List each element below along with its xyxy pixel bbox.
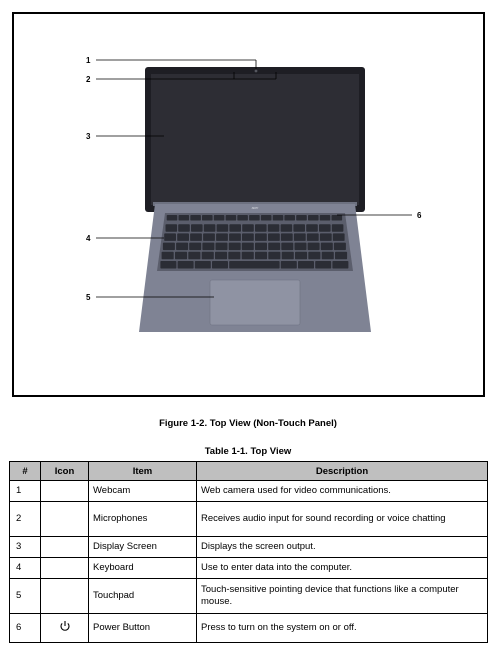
callout-3: 3 [86, 132, 91, 141]
keyboard-key [298, 261, 314, 269]
keyboard-key [282, 252, 294, 259]
keyboard-key [203, 233, 215, 241]
keyboard-key [242, 224, 254, 232]
top-view-table [9, 461, 488, 643]
keyboard-key [191, 224, 203, 232]
keyboard-key [217, 224, 229, 232]
row-description: Touch-sensitive pointing device that functions like a computer mouse. [197, 579, 488, 614]
keyboard-key [308, 215, 319, 221]
keyboard-key [190, 233, 202, 241]
row-num: 5 [10, 579, 41, 614]
row-item: Microphones [89, 502, 197, 537]
keyboard-key [229, 224, 241, 232]
row-icon [41, 558, 89, 579]
keyboard-key [335, 252, 347, 259]
row-icon [41, 579, 89, 614]
keyboard-key [178, 261, 194, 269]
keyboard-key [255, 224, 267, 232]
keyboard-key [273, 215, 284, 221]
row-num: 2 [10, 502, 41, 537]
keyboard-key [295, 252, 307, 259]
keyboard-key [308, 243, 320, 251]
keyboard-key [319, 224, 331, 232]
keyboard-key [320, 215, 331, 221]
row-num: 1 [10, 481, 41, 502]
table-header-row [10, 462, 488, 481]
keyboard-key [189, 243, 201, 251]
keyboard-key [160, 261, 176, 269]
keyboard-key [268, 224, 280, 232]
row-item: Touchpad [89, 579, 197, 614]
webcam-icon [255, 70, 258, 73]
keyboard-key [295, 243, 307, 251]
logo: acer [251, 206, 259, 210]
keyboard-key [307, 233, 319, 241]
row-description: Displays the screen output. [197, 537, 488, 558]
keyboard-key [242, 233, 254, 241]
keyboard-key [268, 243, 280, 251]
keyboard-key [268, 252, 280, 259]
header-num: # [10, 462, 41, 481]
keyboard-key [332, 261, 348, 269]
keyboard-key [228, 252, 240, 259]
row-description: Receives audio input for sound recording or voice chatting [197, 502, 488, 537]
table-row [10, 537, 488, 558]
row-icon [41, 481, 89, 502]
keyboard-key [296, 215, 307, 221]
display-screen [151, 74, 359, 205]
keyboard-key [237, 215, 248, 221]
keyboard-key [190, 215, 201, 221]
figure-caption: Figure 1-2. Top View (Non-Touch Panel) [159, 418, 337, 429]
keyboard-key [322, 252, 334, 259]
keyboard-key [167, 215, 178, 221]
row-item: Power Button [89, 614, 197, 643]
header-icon: Icon [41, 462, 89, 481]
keyboard-key [284, 215, 295, 221]
keyboard-key [177, 233, 189, 241]
callout-6: 6 [417, 211, 422, 220]
keyboard-key [162, 252, 174, 259]
row-num: 4 [10, 558, 41, 579]
keyboard-key [333, 233, 345, 241]
keyboard-key [321, 243, 333, 251]
keyboard-key [226, 215, 237, 221]
keyboard-key [334, 243, 346, 251]
row-item: Keyboard [89, 558, 197, 579]
keyboard-key [281, 243, 293, 251]
keyboard-key [294, 233, 306, 241]
keyboard-key [308, 252, 320, 259]
table-row [10, 579, 488, 614]
table-row [10, 614, 488, 643]
callout-4: 4 [86, 234, 91, 243]
keyboard-key [214, 215, 225, 221]
keyboard-key [175, 252, 187, 259]
keyboard-key [229, 233, 241, 241]
keyboard-key [164, 233, 176, 241]
keyboard-key [281, 261, 297, 269]
header-item: Item [89, 462, 197, 481]
keyboard-key [281, 224, 293, 232]
keyboard-key [332, 215, 343, 221]
keyboard-key [268, 233, 280, 241]
callout-1: 1 [86, 56, 91, 65]
keyboard-key [176, 243, 188, 251]
row-num: 6 [10, 614, 41, 643]
keyboard-key [163, 243, 175, 251]
keyboard-key [242, 252, 254, 259]
row-item: Display Screen [89, 537, 197, 558]
keyboard-key [188, 252, 200, 259]
table-row [10, 558, 488, 579]
keyboard-key [306, 224, 318, 232]
keyboard-key [202, 243, 214, 251]
table-row [10, 481, 488, 502]
keyboard-key [255, 233, 267, 241]
keyboard-key [261, 215, 272, 221]
keyboard-key [255, 243, 267, 251]
callout-2: 2 [86, 75, 91, 84]
laptop-illustration [14, 14, 487, 399]
row-icon [41, 502, 89, 537]
keyboard-key [281, 233, 293, 241]
row-icon [41, 537, 89, 558]
row-num: 3 [10, 537, 41, 558]
keyboard-key [204, 224, 216, 232]
row-description: Press to turn on the system on or off. [197, 614, 488, 643]
keyboard-key [212, 261, 228, 269]
keyboard-key [242, 243, 254, 251]
table-row [10, 502, 488, 537]
keyboard-key [215, 252, 227, 259]
row-icon [41, 614, 89, 643]
keyboard-key [216, 243, 228, 251]
row-item: Webcam [89, 481, 197, 502]
keyboard-key [166, 224, 178, 232]
table-caption: Table 1-1. Top View [204, 446, 292, 457]
keyboard-key [195, 261, 211, 269]
callout-5: 5 [86, 293, 91, 302]
keyboard-key [315, 261, 331, 269]
keyboard-key [249, 215, 260, 221]
row-description: Web camera used for video communications. [197, 481, 488, 502]
figure-frame [12, 12, 485, 397]
keyboard-key [216, 233, 228, 241]
power-icon [59, 620, 71, 632]
keyboard-key [255, 252, 267, 259]
header-description: Description [197, 462, 488, 481]
keyboard-key [293, 224, 305, 232]
keyboard-key [229, 243, 241, 251]
touchpad [210, 280, 300, 325]
keyboard-key [179, 215, 190, 221]
row-description: Use to enter data into the computer. [197, 558, 488, 579]
keyboard-key [178, 224, 190, 232]
keyboard-key [202, 215, 213, 221]
keyboard-key [229, 261, 279, 269]
keyboard-key [320, 233, 332, 241]
keyboard-key [202, 252, 214, 259]
keyboard-key [332, 224, 344, 232]
